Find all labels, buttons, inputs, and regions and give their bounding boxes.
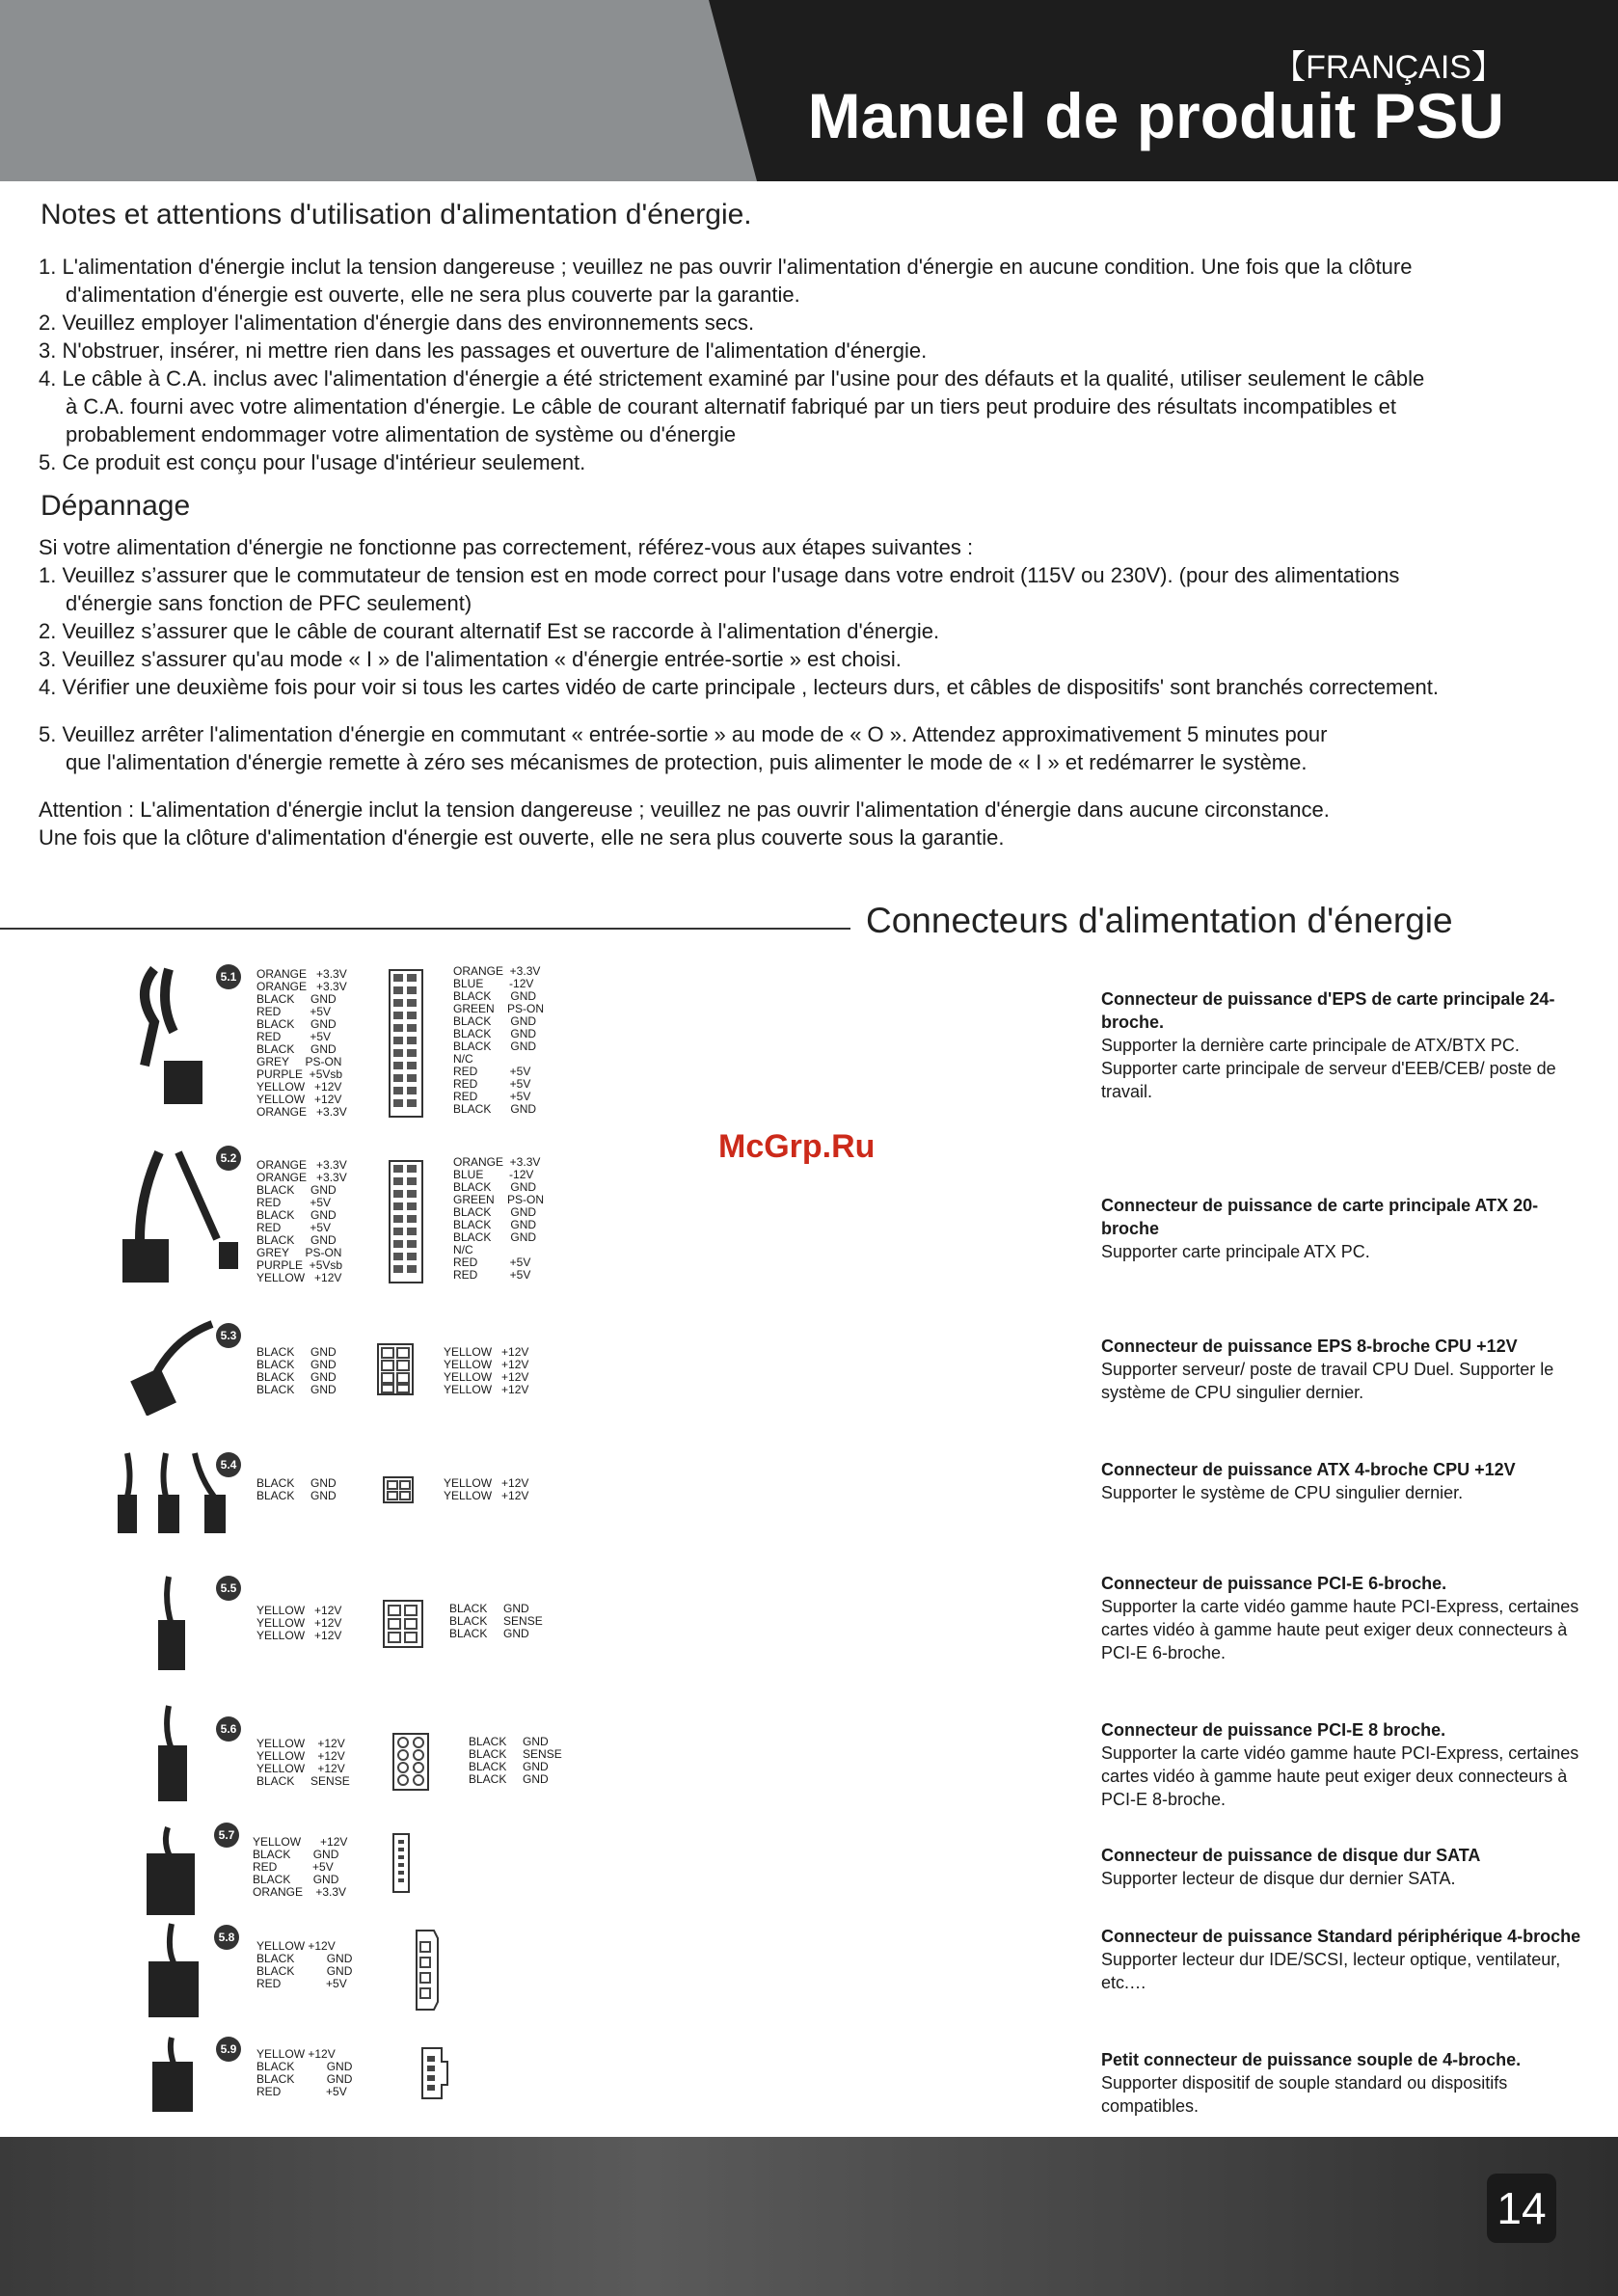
connector-number: 5.3: [216, 1323, 241, 1348]
connector-number: 5.6: [216, 1716, 241, 1742]
notes-heading: Notes et attentions d'utilisation d'alimentation d'énergie.: [40, 199, 752, 230]
page-title: Manuel de produit PSU: [807, 80, 1504, 151]
pin-list-right: ORANGE +3.3V BLUE -12V BLACK GND GREEN PS-ON BLACK GND BLACK GND BLACK GND N/C RED +5V RED +5V: [453, 1155, 545, 1282]
cable-pcie8-icon: [145, 1701, 202, 1807]
connector-title: Connecteur de puissance de carte principale ATX 20-broche: [1101, 1196, 1539, 1238]
connector-title: Connecteur de puissance ATX 4-broche CPU +12V: [1101, 1460, 1516, 1479]
pin-list-right: YELLOW +12V YELLOW +12V: [444, 1476, 529, 1502]
connector-description: [1101, 1335, 1583, 1404]
troubleshooting-item: d'énergie sans fonction de PFC seulement): [66, 591, 472, 615]
section-divider: [0, 928, 850, 930]
connector-body: Supporter lecteur dur IDE/SCSI, lecteur optique, ventilateur, etc.…: [1101, 1950, 1561, 1992]
connector-description: [1101, 1844, 1583, 1890]
connector-number: 5.2: [216, 1146, 241, 1171]
troubleshooting-heading: Dépannage: [40, 490, 191, 522]
connector-description: [1101, 1194, 1583, 1263]
connector-number: 5.1: [216, 964, 241, 989]
connector-number: 5.7: [214, 1823, 239, 1848]
connector-description: [1101, 1572, 1583, 1664]
connector-title: Connecteur de puissance d'EPS de carte principale 24-broche.: [1101, 989, 1555, 1032]
connector-pinout-icon: [382, 1475, 420, 1504]
troubleshooting-list: [39, 533, 1591, 851]
notes-item: 5. Ce produit est conçu pour l'usage d'intérieur seulement.: [39, 450, 586, 474]
troubleshooting-item: 4. Vérifier une deuxième fois pour voir si tous les cartes vidéo de carte principale , lecteurs durs, et câbles de dispositifs' sont branchés correctement.: [39, 675, 1440, 699]
connector-description: [1101, 987, 1583, 1103]
connector-description: [1101, 2048, 1583, 2118]
cable-24pin-icon: [116, 964, 212, 1109]
page-number: 14: [1487, 2174, 1556, 2243]
attention-line: Une fois que la clôture d'alimentation d'énergie est ouverte, elle ne sera plus couverte sous la garantie.: [39, 825, 1005, 850]
notes-item: 2. Veuillez employer l'alimentation d'énergie dans des environnements secs.: [39, 311, 755, 335]
cable-floppy-icon: [145, 2035, 202, 2121]
connector-number: 5.8: [214, 1925, 239, 1950]
connector-title: Connecteur de puissance de disque dur SATA: [1101, 1846, 1481, 1865]
connector-description: [1101, 1718, 1583, 1811]
connector-title: Connecteur de puissance Standard périphérique 4-broche: [1101, 1927, 1581, 1946]
cable-molex-icon: [143, 1919, 210, 2025]
connector-body: Supporter dispositif de souple standard ou dispositifs compatibles.: [1101, 2073, 1508, 2116]
connector-title: Connecteur de puissance PCI-E 6-broche.: [1101, 1574, 1447, 1593]
cable-pcie6-icon: [145, 1572, 202, 1678]
connector-number: 5.4: [216, 1452, 241, 1477]
connector-pinout-icon: [376, 1342, 417, 1396]
connector-body: Supporter la carte vidéo gamme haute PCI-Express, certaines cartes vidéo à gamme haute peut exiger deux connecteurs à PCI-E 6-broche.: [1101, 1597, 1579, 1662]
connector-pinout-icon: [388, 1159, 426, 1284]
troubleshooting-item: que l'alimentation d'énergie remette à zéro ses mécanismes de protection, puis alimenter le mode de « I » et redémarrer le système.: [66, 750, 1308, 774]
notes-item: 1. L'alimentation d'énergie inclut la tension dangereuse ; veuillez ne pas ouvrir l'alimentation d'énergie en aucune condition. Une fois que la clôture: [39, 255, 1413, 279]
language-label: 【FRANÇAIS】: [1273, 49, 1504, 86]
troubleshooting-item: 5. Veuillez arrêter l'alimentation d'énergie en commutant « entrée-sortie » au mode de « O ». Attendez approximativement 5 minutes pour: [39, 722, 1328, 746]
connector-body: Supporter la dernière carte principale de ATX/BTX PC. Supporter carte principale de serveur d'EEB/CEB/ poste de travail.: [1101, 1036, 1556, 1101]
connector-pinout-icon: [382, 1599, 430, 1649]
footer-band: [0, 2137, 1618, 2296]
notes-list: [39, 253, 1591, 476]
pin-list-left: ORANGE +3.3V ORANGE +3.3V BLACK GND RED +5V BLACK GND RED +5V BLACK GND GREY PS-ON PURPLE +5Vsb YELLOW +12V YELLOW +12V ORANGE +3.3V: [256, 967, 347, 1119]
troubleshooting-item: 2. Veuillez s’assurer que le câble de courant alternatif Est se raccorde à l'alimentation d'énergie.: [39, 619, 940, 643]
connector-body: Supporter lecteur de disque dur dernier SATA.: [1101, 1869, 1456, 1888]
pin-list-left: ORANGE +3.3V ORANGE +3.3V BLACK GND RED +5V BLACK GND RED +5V BLACK GND GREY PS-ON PURPLE +5Vsb YELLOW +12V: [256, 1158, 347, 1284]
pin-list-left: BLACK GND BLACK GND BLACK GND BLACK GND: [256, 1345, 337, 1396]
connector-number: 5.9: [216, 2037, 241, 2062]
pin-list-left: YELLOW +12V BLACK GND RED +5V BLACK GND ORANGE +3.3V: [253, 1835, 348, 1899]
connector-pinout-icon: [388, 968, 426, 1119]
connector-description: [1101, 1925, 1583, 1994]
notes-item: 4. Le câble à C.A. inclus avec l'alimentation d'énergie a été strictement examiné par l'usine pour des défauts et la qualité, utiliser seulement le câble: [39, 366, 1425, 391]
troubleshooting-item: 3. Veuillez s'assurer qu'au mode « I » de l'alimentation « d'énergie entrée-sortie » est choisi.: [39, 647, 902, 671]
connector-body: Supporter la carte vidéo gamme haute PCI-Express, certaines cartes vidéo à gamme haute peut exiger deux connecteurs à PCI-E 8-broche.: [1101, 1743, 1579, 1809]
notes-item: 3. N'obstruer, insérer, ni mettre rien dans les passages et ouverture de l'alimentation d'énergie.: [39, 338, 928, 363]
connector-title: Connecteur de puissance PCI-E 8 broche.: [1101, 1720, 1446, 1740]
connector-pinout-icon: [418, 2046, 453, 2100]
watermark: McGrp.Ru: [718, 1128, 876, 1165]
pin-list-right: BLACK GND BLACK SENSE BLACK GND BLACK GND: [469, 1735, 562, 1786]
cable-eps8-icon: [125, 1319, 222, 1416]
connector-body: Supporter le système de CPU singulier dernier.: [1101, 1483, 1464, 1502]
connector-number: 5.5: [216, 1576, 241, 1601]
connectors-heading: Connecteurs d'alimentation d'énergie: [866, 901, 1453, 940]
pin-list-right: YELLOW +12V YELLOW +12V YELLOW +12V YELLOW +12V: [444, 1345, 529, 1396]
pin-list-left: YELLOW +12V YELLOW +12V YELLOW +12V BLACK SENSE: [256, 1737, 350, 1788]
pin-list-right: ORANGE +3.3V BLUE -12V BLACK GND GREEN PS-ON BLACK GND BLACK GND BLACK GND N/C RED +5V RED +5V RED +5V BLACK GND: [453, 964, 545, 1116]
connector-description: [1101, 1458, 1583, 1504]
connector-title: Petit connecteur de puissance souple de 4-broche.: [1101, 2050, 1522, 2069]
connector-title: Connecteur de puissance EPS 8-broche CPU +12V: [1101, 1337, 1518, 1356]
troubleshooting-item: 1. Veuillez s’assurer que le commutateur de tension est en mode correct pour l'usage dans votre endroit (115V ou 230V). (pour des alimentations: [39, 563, 1400, 587]
attention-line: Attention : L'alimentation d'énergie inclut la tension dangereuse ; veuillez ne pas ouvrir l'alimentation d'énergie dans aucune circonstance.: [39, 797, 1330, 822]
pin-list-left: YELLOW +12V BLACK GND BLACK GND RED +5V: [256, 2047, 353, 2098]
notes-item: à C.A. fourni avec votre alimentation d'énergie. Le câble de courant alternatif fabriqué par un tiers peut produire des résultats incompatibles et: [66, 394, 1396, 419]
cable-sata-icon: [139, 1823, 206, 1919]
troubleshooting-intro: Si votre alimentation d'énergie ne fonctionne pas correctement, référez-vous aux étapes suivantes :: [39, 535, 974, 559]
connector-body: Supporter serveur/ poste de travail CPU Duel. Supporter le système de CPU singulier dernier.: [1101, 1360, 1554, 1402]
pin-list-left: BLACK GND BLACK GND: [256, 1476, 337, 1502]
notes-item: probablement endommager votre alimentation de système ou d'énergie: [66, 422, 737, 446]
connector-body: Supporter carte principale ATX PC.: [1101, 1242, 1370, 1261]
connector-pinout-icon: [391, 1832, 415, 1894]
pin-list-left: YELLOW +12V YELLOW +12V YELLOW +12V: [256, 1604, 342, 1642]
connector-pinout-icon: [391, 1732, 434, 1792]
pin-list-left: YELLOW +12V BLACK GND BLACK GND RED +5V: [256, 1939, 353, 1990]
notes-item: d'alimentation d'énergie est ouverte, elle ne sera plus couverte par la garantie.: [66, 283, 800, 307]
connector-pinout-icon: [413, 1929, 442, 2012]
pin-list-right: BLACK GND BLACK SENSE BLACK GND: [449, 1602, 543, 1640]
